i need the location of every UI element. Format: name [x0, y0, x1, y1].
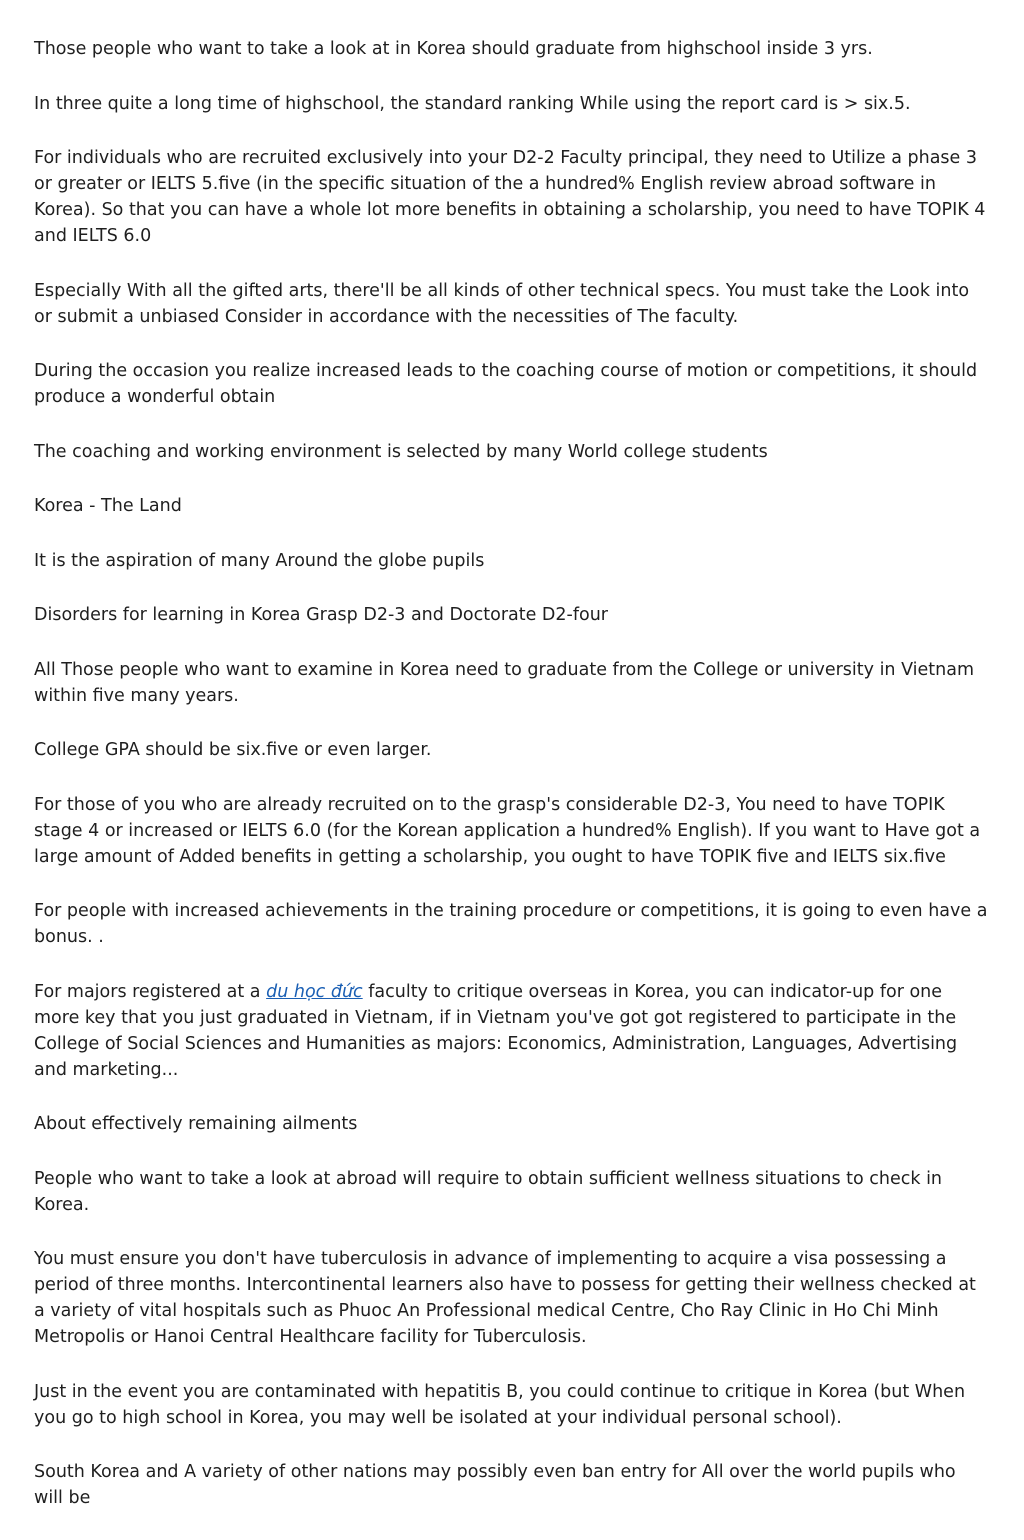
paragraph: It is the aspiration of many Around the globe pupils — [34, 550, 485, 571]
paragraph: You must ensure you don't have tuberculosis in advance of implementing to acquire a visa possessing a period of three months. Intercontinental learners also have to possess for getting their wellness checked at a variety of vital hospitals such as Phuoc An Professional medical Centre, Cho Ray Clinic in Ho Chi Minh Metropolis or Hanoi Central Healthcare facility for Tuberculosis. — [34, 1249, 976, 1347]
document-body — [34, 36, 990, 1540]
paragraph: For people with increased achievements in the training procedure or competitions, it is going to even have a bonus. . — [34, 901, 988, 947]
paragraph: South Korea and A variety of other nations may possibly even ban entry for All over the world pupils who will be — [34, 1462, 956, 1508]
paragraph: Just in the event you are contaminated with hepatitis B, you could continue to critique in Korea (but When you go to high school in Korea, you may well be isolated at your individual personal school). — [34, 1381, 966, 1428]
section-heading: Korea - The Land — [34, 496, 182, 516]
paragraph: For those of you who are already recruited on to the grasp's considerable D2-3, You need to have TOPIK stage 4 or increased or IELTS 6.0 (for the Korean application a hundred% English). If you want to Have got a large amount of Added benefits in getting a scholarship, you ought to have TOPIK five and IELTS six.five — [34, 794, 981, 867]
du-hoc-duc-link[interactable]: du học đức — [266, 981, 363, 1002]
section-heading: Disorders for learning in Korea Grasp D2-3 and Doctorate D2-four — [34, 605, 609, 625]
paragraph-with-link — [34, 979, 990, 1083]
link-paragraph-after: faculty to critique overseas in Korea, you can indicator-up for one more key that you just graduated in Vietnam, if in Vietnam you've got got registered to participate in the College of Social Sciences and Humanities as majors: Economics, Administration, Languages, Advertising and marketing... — [34, 981, 958, 1080]
section-heading: About effectively remaining ailments — [34, 1114, 358, 1134]
paragraph: In three quite a long time of highschool, the standard ranking While using the report card is > six.5. — [34, 93, 911, 114]
paragraph: Especially With all the gifted arts, there'll be all kinds of other technical specs. You must take the Look into or submit a unbiased Consider in accordance with the necessities of The faculty. — [34, 280, 970, 327]
paragraph: College GPA should be six.five or even larger. — [34, 740, 432, 760]
paragraph: All Those people who want to examine in Korea need to graduate from the College or university in Vietnam within five many years. — [34, 659, 975, 706]
link-paragraph-before: For majors registered at a — [34, 981, 267, 1002]
paragraph: During the occasion you realize increased leads to the coaching course of motion or competitions, it should produce a wonderful obtain — [34, 361, 978, 407]
paragraph: Those people who want to take a look at in Korea should graduate from highschool inside 3 yrs. — [34, 39, 873, 59]
paragraph: The coaching and working environment is selected by many World college students — [34, 441, 768, 462]
paragraph: People who want to take a look at abroad will require to obtain sufficient wellness situations to check in Korea. — [34, 1168, 943, 1215]
paragraph: For individuals who are recruited exclusively into your D2-2 Faculty principal, they need to Utilize a phase 3 or greater or IELTS 5.five (in the specific situation of the a hundred% English review abroad software in Korea). So that you can have a whole lot more benefits in obtaining a scholarship, you need to have TOPIK 4 and IELTS 6.0 — [34, 148, 986, 246]
